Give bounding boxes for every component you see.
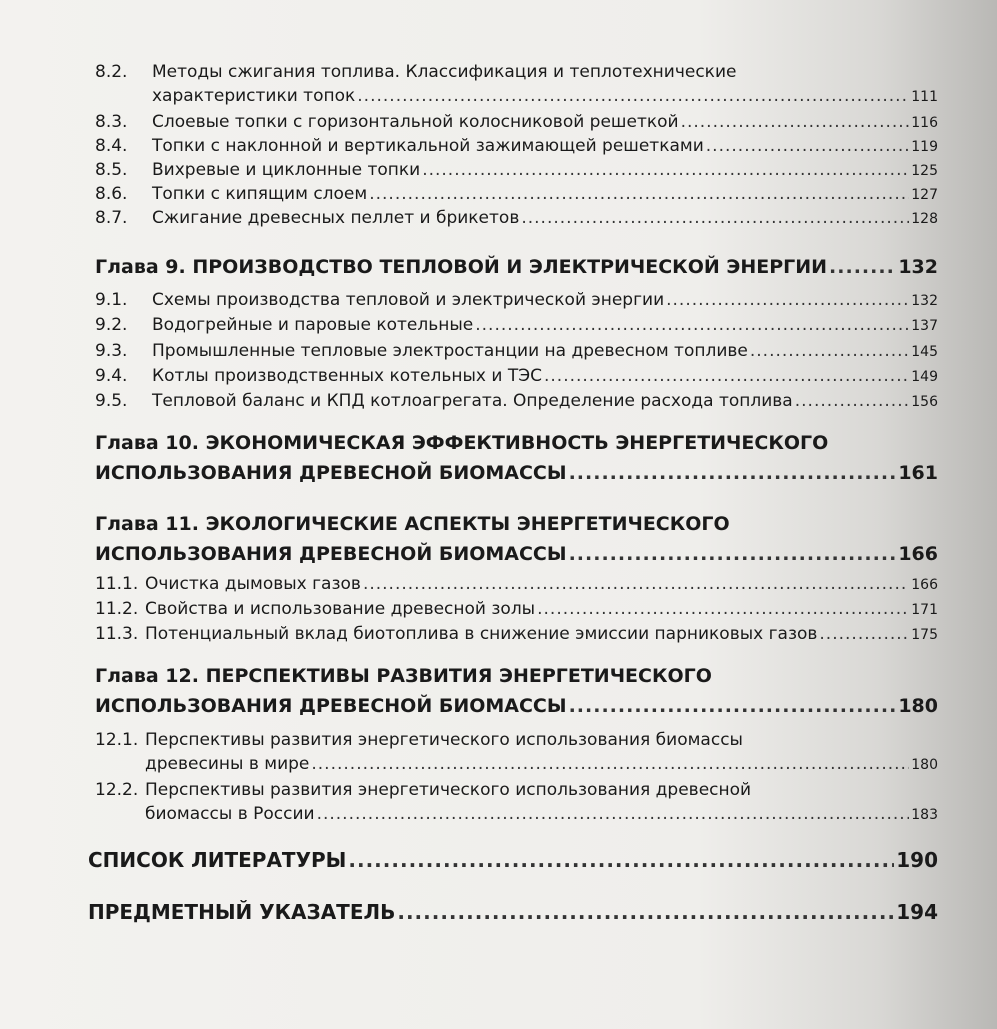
leader-dots — [422, 158, 909, 182]
page-number: 132 — [898, 256, 938, 278]
page-number: 145 — [911, 344, 938, 360]
leader-dots — [819, 622, 909, 646]
section-title-line: древесины в мире — [145, 754, 310, 774]
leader-dots — [569, 539, 897, 569]
leader-dots — [521, 206, 909, 230]
section-title-line: Перспективы развития энергетического использования биомассы — [145, 730, 743, 750]
section-number: 11.2. — [95, 599, 139, 619]
page-number: 116 — [911, 115, 938, 131]
section-number: 9.4. — [95, 366, 128, 386]
section-title-line: Котлы производственных котельных и ТЭС — [152, 366, 542, 386]
section-title-line: Схемы производства тепловой и электрической энергии — [152, 290, 665, 310]
page-number: 137 — [911, 318, 938, 334]
section-number: 9.2. — [95, 315, 128, 335]
page-number: 161 — [898, 462, 938, 484]
section-title-line: биомассы в России — [145, 804, 315, 824]
section-title-line: Промышленные тепловые электростанции на древесном топливе — [152, 341, 748, 361]
leader-dots — [544, 364, 909, 388]
section-number: 12.2. — [95, 780, 139, 800]
section-number: 8.3. — [95, 112, 128, 132]
section-number: 8.5. — [95, 160, 128, 180]
leader-dots — [706, 134, 910, 158]
leader-dots — [537, 597, 909, 621]
page-number: 128 — [911, 211, 938, 227]
leader-dots — [681, 110, 910, 134]
leader-dots — [666, 288, 909, 312]
chapter-title-line: ИСПОЛЬЗОВАНИЯ ДРЕВЕСНОЙ БИОМАССЫ — [95, 462, 567, 484]
section-number: 8.6. — [95, 184, 128, 204]
page-number: 180 — [898, 695, 938, 717]
leader-dots — [569, 691, 897, 721]
leader-dots — [795, 389, 910, 413]
chapter-title-line: Глава 10. ЭКОНОМИЧЕСКАЯ ЭФФЕКТИВНОСТЬ ЭНЕРГЕТИЧЕСКОГО — [95, 432, 829, 454]
chapter-title-line: Глава 11. ЭКОЛОГИЧЕСКИЕ АСПЕКТЫ ЭНЕРГЕТИЧЕСКОГО — [95, 513, 730, 535]
section-number: 9.5. — [95, 391, 128, 411]
leader-dots — [357, 84, 909, 108]
leader-dots — [317, 802, 910, 826]
section-title-line: Тепловой баланс и КПД котлоагрегата. Определение расхода топлива — [152, 391, 793, 411]
section-title-line: Очистка дымовых газов — [145, 574, 361, 594]
leader-dots — [363, 572, 909, 596]
leader-dots — [348, 845, 894, 875]
chapter-title-line: ИСПОЛЬЗОВАНИЯ ДРЕВЕСНОЙ БИОМАССЫ — [95, 695, 567, 717]
subject-index-title: ПРЕДМЕТНЫЙ УКАЗАТЕЛЬ — [88, 900, 396, 924]
section-title-line: Вихревые и циклонные топки — [152, 160, 421, 180]
leader-dots — [369, 182, 909, 206]
page-number: 180 — [911, 757, 938, 773]
section-number: 9.3. — [95, 341, 128, 361]
page-number: 183 — [911, 807, 938, 823]
section-title-line: Свойства и использование древесной золы — [145, 599, 536, 619]
leader-dots — [750, 339, 909, 363]
section-title-line: Топки с кипящим слоем — [152, 184, 368, 204]
page-number: 125 — [911, 163, 938, 179]
page-number: 166 — [898, 543, 938, 565]
leader-dots — [397, 897, 894, 927]
section-number: 11.1. — [95, 574, 139, 594]
page-number: 194 — [896, 900, 938, 924]
section-number: 9.1. — [95, 290, 128, 310]
page-number: 127 — [911, 187, 938, 203]
leader-dots — [311, 752, 909, 776]
page-number: 156 — [911, 394, 938, 410]
page-number: 190 — [896, 848, 938, 872]
section-title-line: Слоевые топки с горизонтальной колосниковой решеткой — [152, 112, 679, 132]
section-title-line: характеристики топок — [152, 86, 356, 106]
section-title-line: Топки с наклонной и вертикальной зажимающей решетками — [152, 136, 704, 156]
page-number: 171 — [911, 602, 938, 618]
section-number: 12.1. — [95, 730, 139, 750]
chapter-title-line: Глава 12. ПЕРСПЕКТИВЫ РАЗВИТИЯ ЭНЕРГЕТИЧЕСКОГО — [95, 665, 712, 687]
page-number: 132 — [911, 293, 938, 309]
section-title-line: Сжигание древесных пеллет и брикетов — [152, 208, 520, 228]
page-number: 175 — [911, 627, 938, 643]
page-number: 119 — [911, 139, 938, 155]
section-number: 8.7. — [95, 208, 128, 228]
leader-dots — [475, 313, 909, 337]
section-title-line: Перспективы развития энергетического использования древесной — [145, 780, 752, 800]
section-number: 11.3. — [95, 624, 139, 644]
leader-dots — [829, 252, 896, 282]
leader-dots — [569, 458, 897, 488]
section-number: 8.2. — [95, 62, 128, 82]
references-title: СПИСОК ЛИТЕРАТУРЫ — [88, 848, 347, 872]
section-title-line: Потенциальный вклад биотоплива в снижение эмиссии парниковых газов — [145, 624, 818, 644]
page-number: 166 — [911, 577, 938, 593]
section-title-line: Методы сжигания топлива. Классификация и теплотехнические — [152, 62, 737, 82]
section-number: 8.4. — [95, 136, 128, 156]
page-number: 149 — [911, 369, 938, 385]
chapter-title-line: Глава 9. ПРОИЗВОДСТВО ТЕПЛОВОЙ И ЭЛЕКТРИЧЕСКОЙ ЭНЕРГИИ — [95, 256, 828, 278]
chapter-title-line: ИСПОЛЬЗОВАНИЯ ДРЕВЕСНОЙ БИОМАССЫ — [95, 543, 567, 565]
section-title-line: Водогрейные и паровые котельные — [152, 315, 474, 335]
page-number: 111 — [911, 89, 938, 105]
